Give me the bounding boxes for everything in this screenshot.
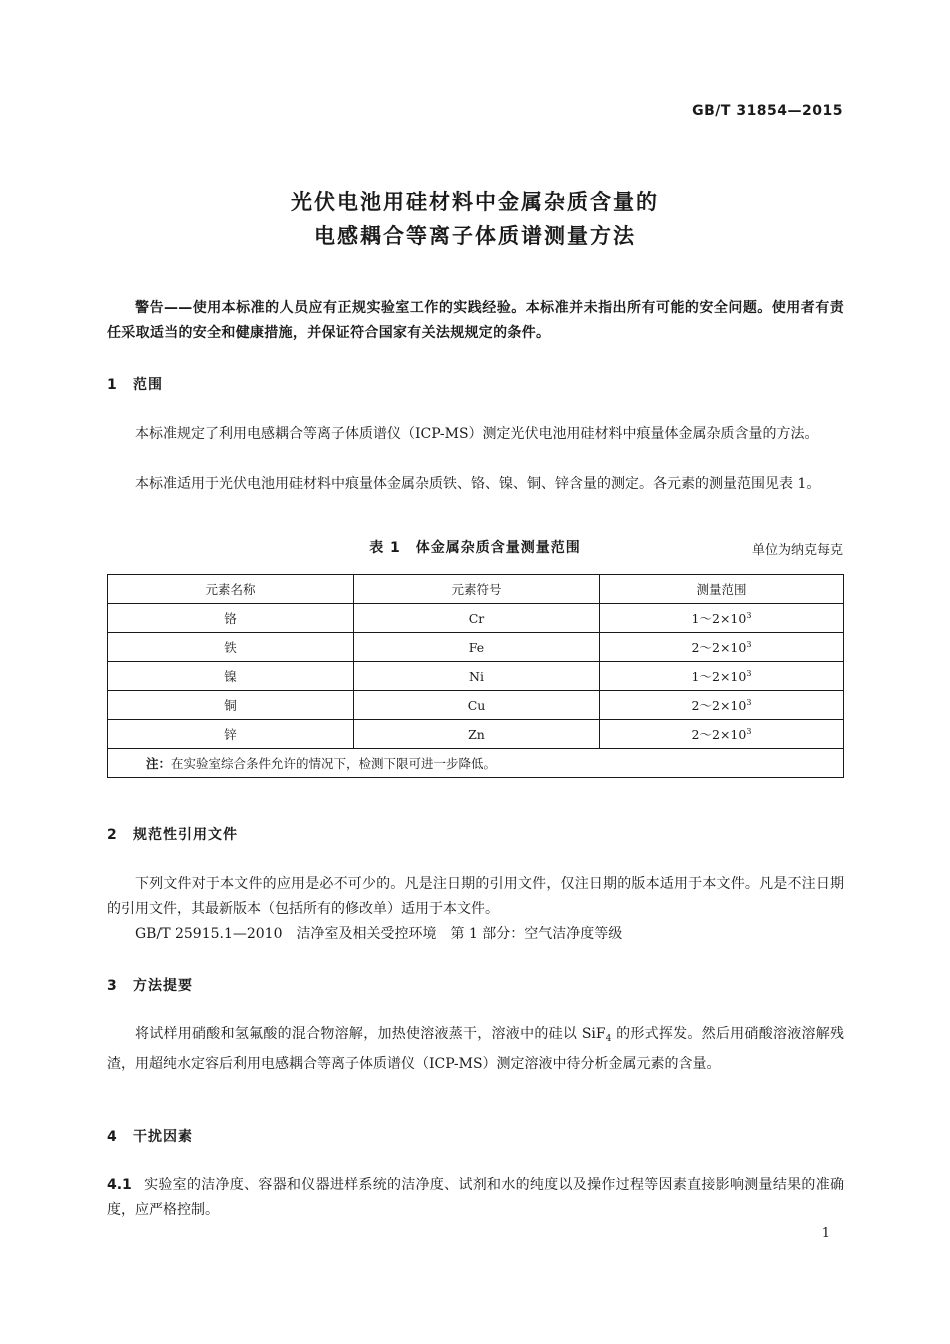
range-cell — [600, 633, 844, 662]
page-title-line1: 光伏电池用硅材料中金属杂质含量的 — [291, 190, 659, 214]
range-cell — [600, 662, 844, 691]
table-row — [108, 662, 844, 691]
element-symbol-cell: Cu — [354, 691, 600, 720]
table-row — [108, 720, 844, 749]
table-row — [108, 604, 844, 633]
section-2-paragraph-1: 下列文件对于本文件的应用是必不可少的。凡是注日期的引用文件，仅注日期的版本适用于本文件。凡是不注日期的引用文件，其最新版本（包括所有的修改单）适用于本文件。 — [107, 876, 844, 917]
section-4-heading — [107, 1126, 193, 1146]
range-value: 2～2×10 — [691, 698, 747, 713]
range-cell — [600, 691, 844, 720]
section-3-paragraph-1 — [107, 1022, 844, 1077]
measurement-range-table — [107, 574, 844, 778]
subscript-4: 4 — [605, 1034, 612, 1044]
warning-text: 警告——使用本标准的人员应有正规实验室工作的实践经验。本标准并未指出所有可能的安全问题。使用者有责任采取适当的安全和健康措施，并保证符合国家有关法规规定的条件。 — [107, 300, 844, 341]
element-symbol-cell: Cr — [354, 604, 600, 633]
element-name-cell: 铁 — [108, 633, 354, 662]
column-header: 元素符号 — [354, 575, 600, 604]
range-value: 1～2×10 — [691, 611, 747, 626]
range-value: 2～2×10 — [691, 727, 747, 742]
section-number: 4 — [107, 1129, 118, 1145]
table-row — [108, 691, 844, 720]
section-title: 范围 — [133, 377, 163, 393]
section-title: 干扰因素 — [133, 1129, 193, 1145]
note-label: 注： — [146, 756, 172, 771]
table-unit: 单位为纳克每克 — [751, 543, 843, 558]
section-number: 2 — [107, 827, 118, 843]
column-header: 元素名称 — [108, 575, 354, 604]
element-name-cell: 铬 — [108, 604, 354, 633]
note-text: 在实验室综合条件允许的情况下，检测下限可进一步降低。 — [171, 756, 497, 771]
clause-text: 实验室的洁净度、容器和仪器进样系统的洁净度、试剂和水的纯度以及操作过程等因素直接影响测量结果的准确度，应严格控制。 — [107, 1177, 844, 1218]
element-name-cell: 锌 — [108, 720, 354, 749]
range-exponent: 3 — [746, 698, 752, 707]
standard-code: GB/T 31854—2015 — [692, 103, 843, 119]
section-title: 方法提要 — [133, 978, 193, 994]
page-title-line2: 电感耦合等离子体质谱测量方法 — [314, 224, 636, 248]
element-symbol-cell: Ni — [354, 662, 600, 691]
clause-number: 4.1 — [107, 1177, 132, 1193]
section-1-paragraph-1: 本标准规定了利用电感耦合等离子体质谱仪（ICP-MS）测定光伏电池用硅材料中痕量体金属杂质含量的方法。 — [135, 426, 819, 442]
table-caption: 表 1 体金属杂质含量测量范围 — [369, 540, 581, 556]
table-header-row — [108, 575, 844, 604]
range-value: 2～2×10 — [691, 640, 747, 655]
element-symbol-cell: Fe — [354, 633, 600, 662]
page-number: 1 — [821, 1226, 830, 1241]
column-header: 测量范围 — [600, 575, 844, 604]
method-text-part1: 将试样用硝酸和氢氟酸的混合物溶解，加热使溶液蒸干，溶液中的硅以 SiF — [135, 1026, 606, 1042]
element-name-cell: 铜 — [108, 691, 354, 720]
section-title: 规范性引用文件 — [133, 827, 238, 843]
normative-reference: GB/T 25915.1—2010 洁净室及相关受控环境 第 1 部分：空气洁净度等级 — [135, 926, 623, 942]
range-value: 1～2×10 — [691, 669, 747, 684]
range-exponent: 3 — [746, 640, 752, 649]
section-number: 3 — [107, 978, 118, 994]
range-exponent: 3 — [746, 611, 752, 620]
section-number: 1 — [107, 377, 118, 393]
range-exponent: 3 — [746, 727, 752, 736]
method-text-part2: 的形式挥发。然后用硝酸溶液溶解残渣，用超纯水定容后利用电感耦合等离子体质谱仪（ICP-MS）测定溶液中待分析金属元素的含量。 — [107, 1026, 845, 1072]
element-name-cell: 镍 — [108, 662, 354, 691]
section-2-heading — [107, 824, 238, 844]
table-note-row — [108, 749, 844, 778]
table-note — [108, 749, 844, 778]
section-1-heading — [107, 374, 163, 394]
clause-4-1 — [107, 1173, 844, 1223]
range-cell — [600, 604, 844, 633]
section-1-paragraph-2: 本标准适用于光伏电池用硅材料中痕量体金属杂质铁、铬、镍、铜、锌含量的测定。各元素的测量范围见表 1。 — [135, 476, 821, 492]
section-3-heading — [107, 975, 193, 995]
range-cell — [600, 720, 844, 749]
element-symbol-cell: Zn — [354, 720, 600, 749]
range-exponent: 3 — [746, 669, 752, 678]
table-row — [108, 633, 844, 662]
